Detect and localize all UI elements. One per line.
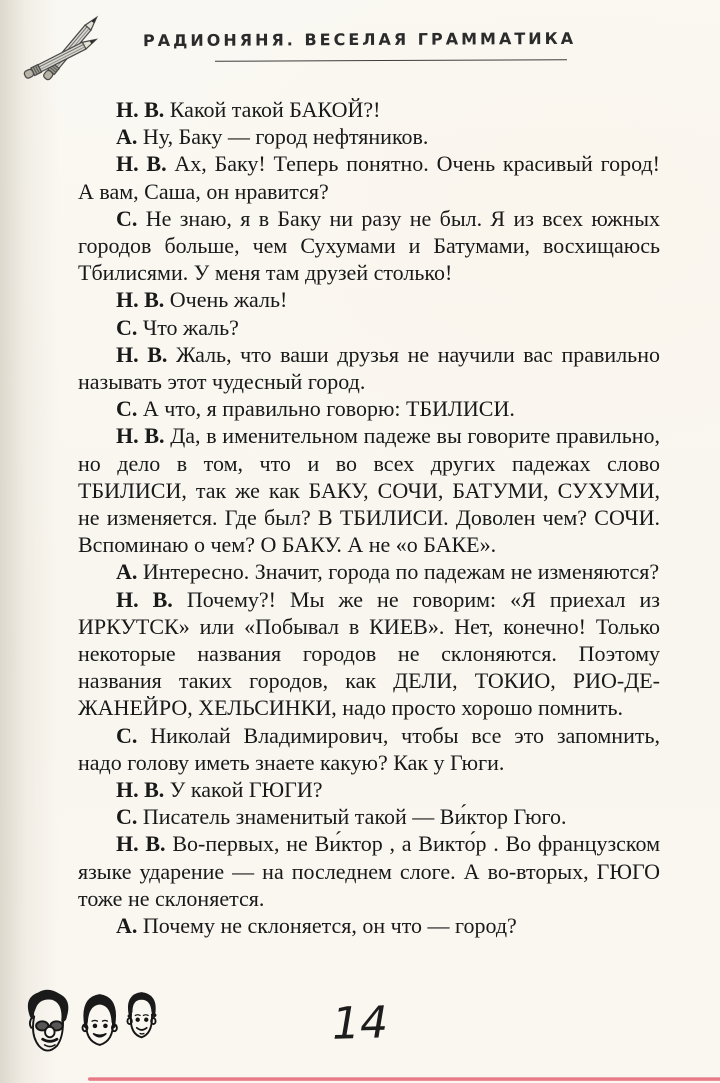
page-binding-shadow (0, 0, 58, 1083)
dialogue-paragraph: Н. В. Ах, Баку! Теперь понятно. Очень красивый город! А вам, Саша, он нравится? (78, 151, 660, 204)
running-header-title: РАДИОНЯНЯ. ВЕСЕЛАЯ ГРАММАТИКА (143, 28, 577, 51)
bottom-accent-line (88, 1077, 720, 1081)
speaker-label: Н. В. (116, 777, 170, 803)
speaker-label: Н. В. (116, 97, 170, 122)
speaker-label: А. (116, 559, 143, 585)
page-number: 14 (331, 997, 389, 1050)
dialogue-paragraph: Н. В. Почему?! Мы же не говорим: «Я приехал из ИРКУТСК» или «Побывал в КИЕВ». Нет, конечно! Только некоторые названия городов не склоняются. Поэтому названия таких городов, как ДЕЛИ, ТОКИО, РИО-ДЕ-ЖАНЕЙРО, ХЕЛЬСИНКИ, надо просто хорошо помнить. (78, 586, 660, 721)
dialogue-paragraph: С. Писатель знаменитый такой — Ви́ктор Гюго. (116, 804, 567, 830)
speaker-label: С. (116, 804, 143, 830)
speaker-label: А. (116, 913, 143, 939)
speaker-label: С. (116, 205, 146, 231)
dialogue-paragraph: А. Почему не склоняется, он что — город? (116, 913, 517, 939)
speaker-label: Н. В. (116, 586, 187, 612)
dialogue-paragraph: С. А что, я правильно говорю: ТБИЛИСИ. (116, 396, 515, 422)
dialogue-paragraph: С. Что жаль? (116, 314, 239, 340)
dialogue-text-block (78, 96, 660, 939)
speaker-label: С. (116, 396, 143, 422)
dialogue-paragraph: Н. В. Во-первых, не Ви́ктор , а Викто́р . Во французском языке ударение — на последнем слоге. А во-вторых, ГЮГО тоже не склоняется. (78, 831, 660, 911)
speaker-label: Н. В. (116, 287, 170, 313)
speaker-label: Н. В. (116, 151, 175, 177)
dialogue-paragraph: А. Интересно. Значит, города по падежам не изменяются? (116, 559, 660, 585)
dialogue-paragraph: Н. В. Да, в именительном падеже вы говорите правильно, но дело в том, что и во всех других падежах слово ТБИЛИСИ, так же как БАКУ, СОЧИ, БАТУМИ, СУХУМИ, не изменяется. Где был? В ТБИЛИСИ. Доволен чем? СОЧИ. Вспоминаю о чем? О БАКУ. А не «о БАКЕ». (78, 423, 660, 558)
dialogue-paragraph: Н. В. Жаль, что ваши друзья не научили вас правильно называть этот чудесный город. (78, 341, 660, 395)
speaker-label: Н. В. (116, 341, 176, 367)
dialogue-paragraph: Н. В. У какой ГЮГИ? (116, 777, 323, 803)
speaker-label: А. (116, 124, 143, 150)
speaker-label: С. (116, 722, 151, 748)
speaker-label: Н. В. (116, 423, 171, 449)
dialogue-paragraph: С. Не знаю, я в Баку ни разу не был. Я из всех южных городов больше, чем Сухумами и Батумами, восхищаюсь Тбилисями. У меня там друзей столько! (78, 205, 660, 286)
dialogue-paragraph: Н. В. Какой такой БАКОЙ?! (116, 97, 381, 122)
speaker-label: Н. В. (116, 831, 173, 857)
dialogue-paragraph: А. Ну, Баку — город нефтяников. (116, 124, 429, 150)
dialogue-paragraph: Н. В. Очень жаль! (116, 287, 288, 313)
dialogue-paragraph: С. Николай Владимирович, чтобы все это запомнить, надо голову иметь знаете какую? Как у Гюги. (78, 722, 660, 775)
crossed-pencils-icon (16, 4, 112, 104)
header-rule (215, 59, 567, 62)
speaker-label: С. (116, 314, 143, 340)
running-header (0, 30, 720, 50)
